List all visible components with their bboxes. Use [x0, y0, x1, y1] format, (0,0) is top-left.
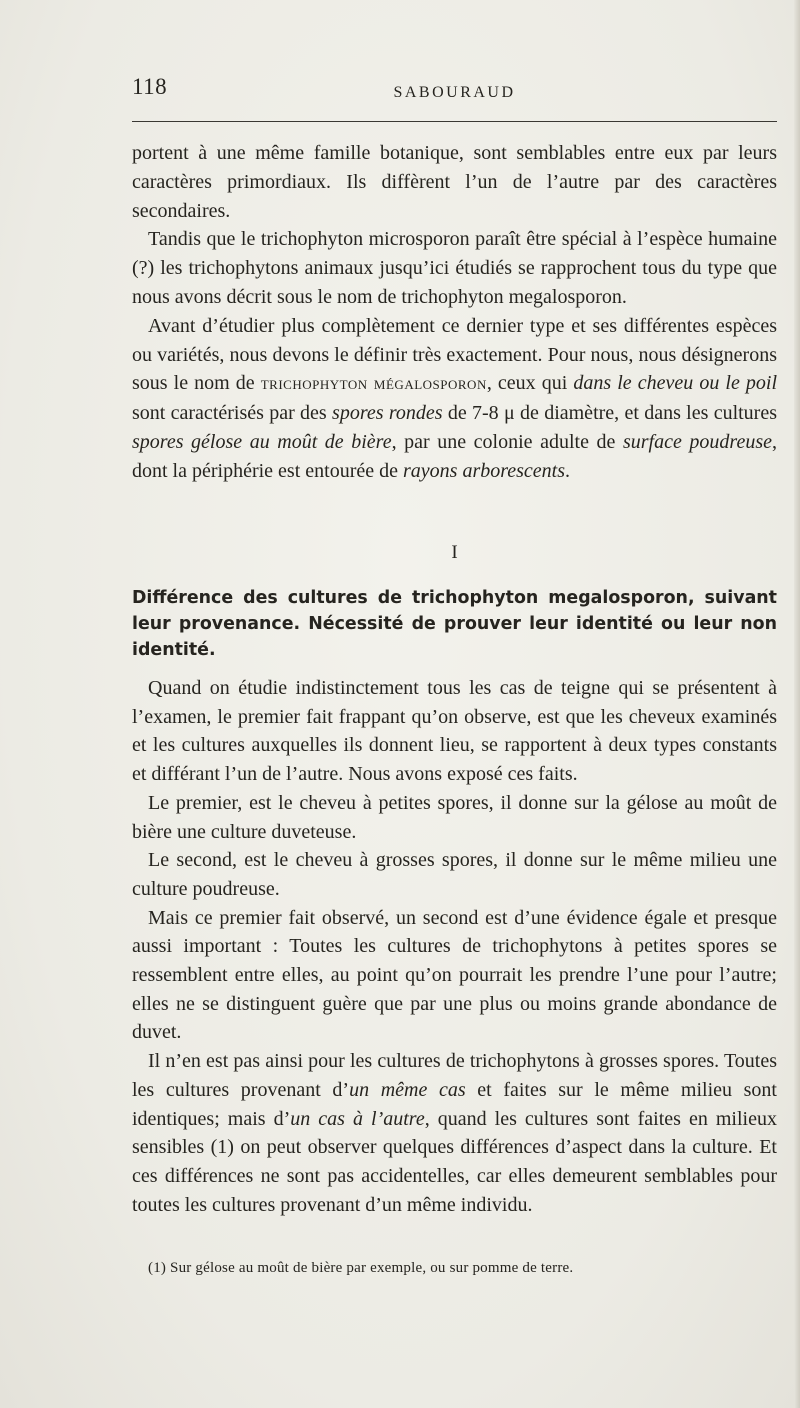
text-run: , quand les cultures sont faites en milieux sensibles (1) on peut observer quelques différences d’aspect dans la culture. Et ces différences ne sont pas accidentelles, car elles demeurent semblables pour toutes les cultures provenant d’un même individu.: [132, 1107, 777, 1216]
small-caps-term: trichophyton mégalosporon: [260, 373, 487, 395]
page-edge-shadow: [794, 0, 800, 1408]
page-header: [132, 74, 777, 108]
running-head: SABOURAUD: [393, 84, 516, 101]
section-title: Différence des cultures de trichophyton megalosporon, suivant leur provenance. Nécessité de prouver leur identité ou leur non identité.: [132, 588, 777, 660]
paragraph-2: Tandis que le trichophyton microsporon paraît être spécial à l’espèce humaine (?) les trichophytons animaux jusqu’ici étudiés se rapprochent tous du type que nous avons décrit sous le nom de trichophyton megalosporon.: [132, 228, 777, 308]
text-run: et faites sur le même milieu sont identiques; mais d’: [132, 1078, 777, 1130]
text-run: , par une colonie adulte de: [391, 430, 623, 453]
paragraph-5: Le premier, est le cheveu à petites spores, il donne sur la gélose au moût de bière une culture duveteuse.: [132, 791, 777, 843]
text-run: Il n’en est pas ainsi pour les cultures de trichophytons à grosses spores. Toutes les cultures provenant d’: [132, 1050, 777, 1101]
footnote: (1) Sur gélose au moût de bière par exemple, ou sur pomme de terre.: [148, 1260, 574, 1276]
paragraph-4: Quand on étudie indistinctement tous les cas de teigne qui se présentent à l’examen, le premier fait frappant qu’on observe, est que les cheveux examinés et les cultures auxquelles ils donnent lieu, se rapportent à deux types constants et différant l’un de l’autre. Nous avons exposé ces faits.: [132, 677, 777, 786]
text-run: .: [565, 459, 571, 482]
paragraph-7: Mais ce premier fait observé, un second est d’une évidence égale et presque aussi important : Toutes les cultures de trichophytons à petites spores se ressemblent entre elles, au point qu’on pourrait les prendre l’une pour l’autre; elles ne se distinguent guère que par une plus ou moins grande abondance de duvet.: [132, 906, 777, 1044]
section-number: I: [451, 542, 458, 563]
page-number: 118: [132, 74, 168, 99]
paragraph-1: portent à une même famille botanique, sont semblables entre eux par leurs caractères primordiaux. Ils diffèrent l’un de l’autre par des caractères secondaires.: [132, 142, 777, 222]
italic-term: rayons arborescents: [403, 459, 566, 482]
paragraph-6: Le second, est le cheveu à grosses spores, il donne sur le même milieu une culture poudreuse.: [132, 849, 777, 900]
text-run: , ceux qui: [486, 372, 574, 395]
paragraph-8: [132, 1047, 777, 1219]
text-run: de 7-8 μ de diamètre, et dans les cultures: [442, 402, 778, 425]
text-run: Avant d’étudier plus complètement ce dernier type et ses différentes espèces ou variétés, nous devons le définir très exactement. Pour nous, nous désignerons sous le nom de: [132, 314, 777, 395]
italic-term: un cas à l’autre: [290, 1107, 425, 1130]
header-rule: [132, 121, 777, 122]
italic-term: un même cas: [349, 1078, 466, 1101]
paragraph-3: [132, 312, 777, 486]
italic-term: dans le cheveu ou le poil: [573, 372, 778, 395]
body-text-top: [132, 139, 777, 486]
text-run: , dont la périphérie est entourée de: [132, 430, 777, 482]
body-text-section: [132, 674, 777, 1219]
italic-term: spores rondes: [332, 402, 443, 425]
italic-term: surface poudreuse: [622, 430, 772, 453]
italic-term: spores gélose au moût de bière: [132, 430, 392, 453]
text-run: sont caractérisés par des: [132, 402, 333, 425]
